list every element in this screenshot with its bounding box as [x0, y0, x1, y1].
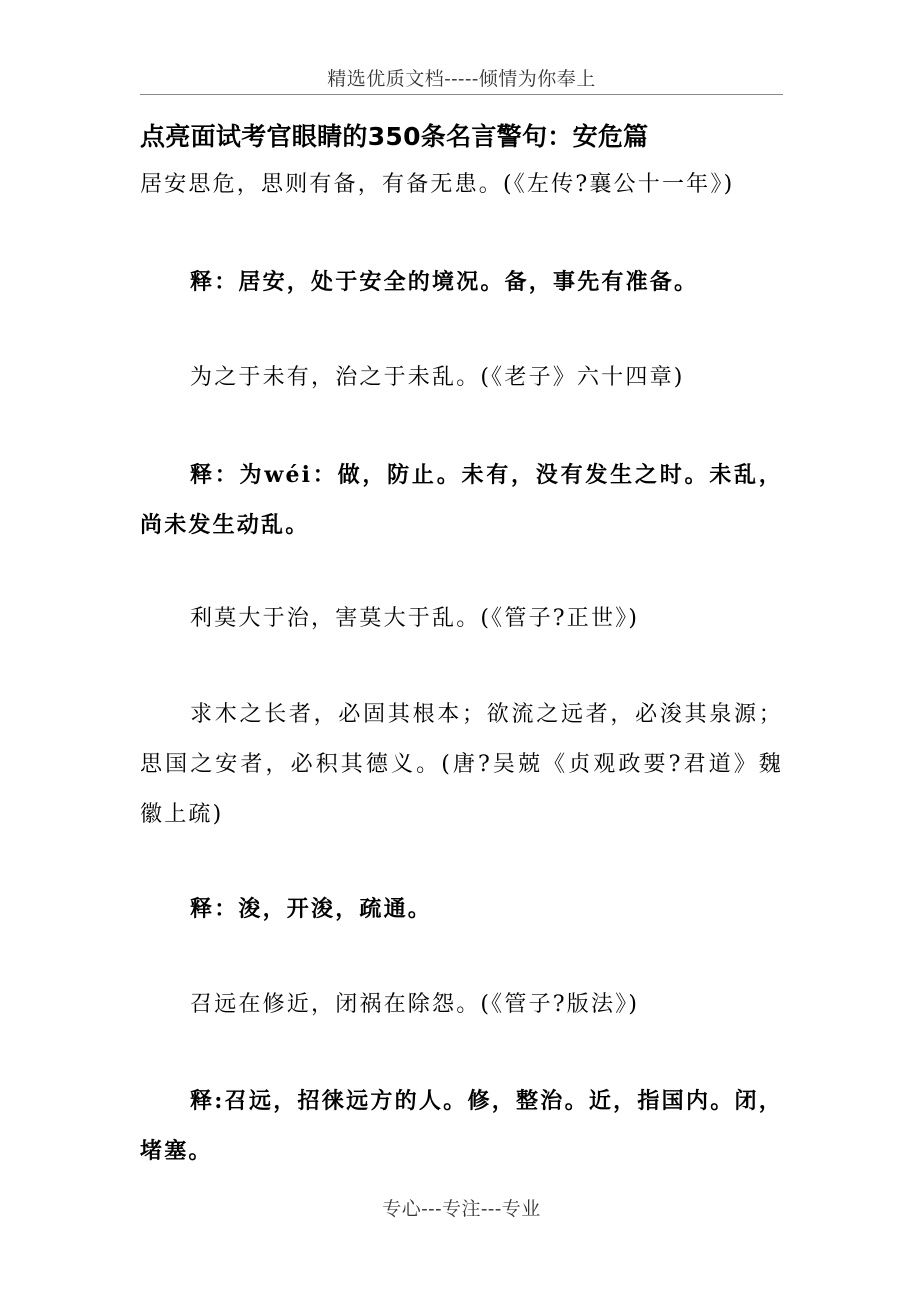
quote-paragraph-1: 居安思危，思则有备，有备无患。(《左传?襄公十一年》) — [140, 172, 735, 197]
page-header: 精选优质文档-----倾情为你奉上 — [327, 68, 596, 90]
explanation-paragraph-4: 释:召远，招徕远方的人。修，整治。近，指国内。闭，堵塞。 — [140, 1088, 783, 1164]
document-title: 点亮面试考官眼睛的350条名言警句：安危篇 — [140, 122, 649, 151]
header-divider — [140, 94, 783, 95]
quote-paragraph-2: 为之于未有，治之于未乱。(《老子》六十四章) — [190, 365, 685, 390]
quote-paragraph-5: 召远在修近，闭祸在除怨。(《管子?版法》) — [190, 992, 640, 1017]
explanation-paragraph-3: 释：浚，开浚，疏通。 — [190, 896, 433, 922]
page-footer: 专心---专注---专业 — [382, 1198, 541, 1220]
quote-paragraph-4: 求木之长者，必固其根本；欲流之远者，必浚其泉源；思国之安者，必积其德义。(唐?吴兢《贞观政要?君道》魏徽上疏) — [140, 702, 783, 827]
explanation-paragraph-2: 释：为wéi：做，防止。未有，没有发生之时。未乱，尚未发生动乱。 — [140, 462, 783, 538]
explanation-paragraph-1: 释：居安，处于安全的境况。备，事先有准备。 — [190, 269, 699, 295]
quote-paragraph-3: 利莫大于治，害莫大于乱。(《管子?正世》) — [190, 606, 640, 631]
